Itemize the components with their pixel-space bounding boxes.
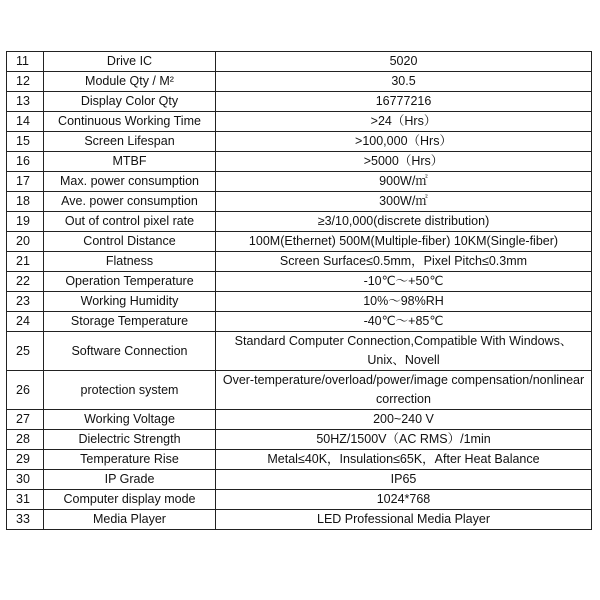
table-row	[7, 192, 592, 212]
spec-value: Standard Computer Connection,Compatible With Windows、Unix、Novell	[216, 332, 592, 371]
spec-item: Screen Lifespan	[44, 132, 216, 152]
spec-value: Over-temperature/overload/power/image compensation/nonlinear correction	[216, 371, 592, 410]
spec-value: -40℃～+85℃	[216, 312, 592, 332]
spec-value: 16777216	[216, 92, 592, 112]
row-number: 26	[7, 371, 44, 410]
row-number: 11	[7, 52, 44, 72]
table-row	[7, 152, 592, 172]
table-row	[7, 371, 592, 410]
spec-value: >5000（Hrs）	[216, 152, 592, 172]
spec-value: Screen Surface≤0.5mm，Pixel Pitch≤0.3mm	[216, 252, 592, 272]
row-number: 31	[7, 490, 44, 510]
table-row	[7, 430, 592, 450]
table-row	[7, 132, 592, 152]
table-row	[7, 450, 592, 470]
table-row	[7, 490, 592, 510]
spec-value: -10℃～+50℃	[216, 272, 592, 292]
row-number: 30	[7, 470, 44, 490]
table-row	[7, 252, 592, 272]
spec-value: 50HZ/1500V（AC RMS）/1min	[216, 430, 592, 450]
row-number: 25	[7, 332, 44, 371]
spec-value: 5020	[216, 52, 592, 72]
row-number: 22	[7, 272, 44, 292]
spec-value: ≥3/10,000(discrete distribution)	[216, 212, 592, 232]
spec-item: Working Voltage	[44, 410, 216, 430]
table-row	[7, 112, 592, 132]
row-number: 27	[7, 410, 44, 430]
row-number: 28	[7, 430, 44, 450]
spec-item: Max. power consumption	[44, 172, 216, 192]
spec-item: MTBF	[44, 152, 216, 172]
table-row	[7, 52, 592, 72]
table-row	[7, 312, 592, 332]
spec-item: Control Distance	[44, 232, 216, 252]
row-number: 19	[7, 212, 44, 232]
spec-table	[6, 51, 592, 530]
spec-item: Ave. power consumption	[44, 192, 216, 212]
table-row	[7, 410, 592, 430]
spec-item: protection system	[44, 371, 216, 410]
table-row	[7, 172, 592, 192]
row-number: 33	[7, 510, 44, 530]
row-number: 14	[7, 112, 44, 132]
spec-item: Operation Temperature	[44, 272, 216, 292]
spec-item: Temperature Rise	[44, 450, 216, 470]
spec-item: Computer display mode	[44, 490, 216, 510]
spec-item: Media Player	[44, 510, 216, 530]
table-row	[7, 470, 592, 490]
spec-value: >100,000（Hrs）	[216, 132, 592, 152]
spec-value: 10%～98%RH	[216, 292, 592, 312]
row-number: 24	[7, 312, 44, 332]
spec-item: Module Qty / M²	[44, 72, 216, 92]
spec-value: IP65	[216, 470, 592, 490]
spec-item: Software Connection	[44, 332, 216, 371]
spec-value: 900W/㎡	[216, 172, 592, 192]
spec-value: LED Professional Media Player	[216, 510, 592, 530]
table-row	[7, 92, 592, 112]
spec-table-body	[7, 52, 592, 530]
spec-item: Flatness	[44, 252, 216, 272]
row-number: 16	[7, 152, 44, 172]
spec-item: Working Humidity	[44, 292, 216, 312]
spec-item: Out of control pixel rate	[44, 212, 216, 232]
row-number: 29	[7, 450, 44, 470]
row-number: 12	[7, 72, 44, 92]
row-number: 20	[7, 232, 44, 252]
spec-item: Storage Temperature	[44, 312, 216, 332]
table-row	[7, 72, 592, 92]
spec-item: Display Color Qty	[44, 92, 216, 112]
spec-value: 300W/㎡	[216, 192, 592, 212]
row-number: 15	[7, 132, 44, 152]
row-number: 21	[7, 252, 44, 272]
spec-value: 100M(Ethernet) 500M(Multiple-fiber) 10KM(Single-fiber)	[216, 232, 592, 252]
spec-item: Continuous Working Time	[44, 112, 216, 132]
table-row	[7, 292, 592, 312]
table-row	[7, 232, 592, 252]
spec-value: 30.5	[216, 72, 592, 92]
spec-item: IP Grade	[44, 470, 216, 490]
spec-value: Metal≤40K，Insulation≤65K，After Heat Balance	[216, 450, 592, 470]
spec-item: Drive IC	[44, 52, 216, 72]
row-number: 13	[7, 92, 44, 112]
row-number: 23	[7, 292, 44, 312]
spec-value: >24（Hrs）	[216, 112, 592, 132]
spec-item: Dielectric Strength	[44, 430, 216, 450]
row-number: 17	[7, 172, 44, 192]
table-row	[7, 272, 592, 292]
table-row	[7, 332, 592, 371]
row-number: 18	[7, 192, 44, 212]
spec-value: 200~240 V	[216, 410, 592, 430]
table-row	[7, 212, 592, 232]
table-row	[7, 510, 592, 530]
spec-value: 1024*768	[216, 490, 592, 510]
